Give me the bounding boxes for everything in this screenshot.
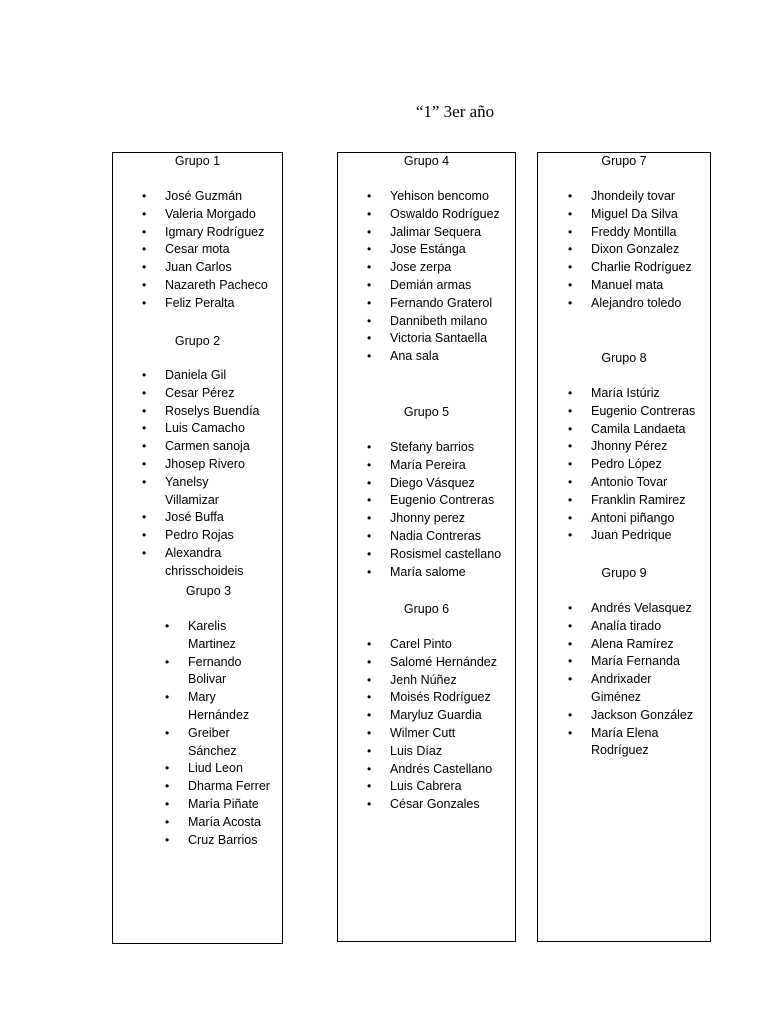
- member-item: • María Pereira: [390, 457, 515, 475]
- group-6: [338, 601, 515, 814]
- member-item: • Jose Estánga: [390, 241, 515, 259]
- member-item: • Jhonny Pérez: [591, 438, 710, 456]
- page-title: “1” 3er año: [415, 102, 495, 121]
- member-item: • Oswaldo Rodríguez: [390, 206, 515, 224]
- member-item: • Franklin Ramirez: [591, 492, 710, 510]
- member-item: • César Gonzales: [390, 796, 515, 814]
- member-item: • Eugenio Contreras: [390, 492, 515, 510]
- member-item: • María Piñate: [188, 796, 276, 814]
- member-item: • Andrés Velasquez: [591, 600, 699, 618]
- member-item: • Cesar mota: [165, 241, 282, 259]
- member-item: • Roselys Buendía: [165, 403, 265, 421]
- member-item: • Luis Cabrera: [390, 778, 515, 796]
- member-item: • Nazareth Pacheco: [165, 277, 282, 295]
- group-title: Grupo 6: [403, 602, 450, 616]
- member-item: • Maryluz Guardia: [390, 707, 515, 725]
- member-item: • Jose zerpa: [390, 259, 515, 277]
- member-item: • Ana sala: [390, 348, 515, 366]
- group-1: [113, 153, 282, 313]
- member-item: • Miguel Da Silva: [591, 206, 710, 224]
- member-item: • María Acosta: [188, 814, 276, 832]
- member-item: • Dharma Ferrer: [188, 778, 276, 796]
- member-item: • Greiber Sánchez: [188, 725, 276, 761]
- member-item: • Freddy Montilla: [591, 224, 710, 242]
- member-item: • Charlie Rodríguez: [591, 259, 710, 277]
- member-list: [165, 367, 265, 581]
- group-5: [338, 404, 515, 581]
- member-item: • María salome: [390, 564, 515, 582]
- member-item: • Victoria Santaella: [390, 330, 515, 348]
- group-title: Grupo 8: [601, 351, 647, 365]
- group-title: Grupo 2: [174, 334, 221, 348]
- member-item: • Alexandra chrisschoideis: [165, 545, 265, 581]
- member-item: • Eugenio Contreras: [591, 403, 710, 421]
- member-item: • Igmary Rodríguez: [165, 224, 282, 242]
- member-item: • Dixon Gonzalez: [591, 241, 710, 259]
- column-1: [112, 152, 283, 944]
- member-list: [390, 636, 515, 814]
- group-7: [538, 153, 710, 313]
- member-item: • Pedro López: [591, 456, 710, 474]
- group-title: Grupo 7: [601, 154, 647, 168]
- group-8: [538, 350, 710, 545]
- column-2: [337, 152, 516, 942]
- member-item: • Fernando Bolivar: [188, 654, 276, 690]
- member-item: • Cesar Pérez: [165, 385, 265, 403]
- member-list: [165, 188, 282, 313]
- member-item: • Salomé Hernández: [390, 654, 515, 672]
- member-item: • María Fernanda: [591, 653, 699, 671]
- member-item: • Rosismel castellano: [390, 546, 515, 564]
- member-item: • Jenh Núñez: [390, 672, 515, 690]
- member-item: • Manuel mata: [591, 277, 710, 295]
- member-item: • José Buffa: [165, 509, 265, 527]
- member-item: • Jhosep Rivero: [165, 456, 265, 474]
- member-item: • Wilmer Cutt: [390, 725, 515, 743]
- member-item: • Jhonny perez: [390, 510, 515, 528]
- member-list: [390, 188, 515, 366]
- member-item: • Karelis Martinez: [188, 618, 276, 654]
- member-item: • Yanelsy Villamizar: [165, 474, 265, 510]
- member-item: • Alena Ramírez: [591, 636, 699, 654]
- member-item: • Camila Landaeta: [591, 421, 710, 439]
- member-item: • Andrixader Giménez: [591, 671, 699, 707]
- member-item: • Analía tirado: [591, 618, 699, 636]
- column-3: [537, 152, 711, 942]
- member-list: [390, 439, 515, 581]
- group-title: Grupo 3: [185, 584, 232, 598]
- group-title: Grupo 1: [174, 154, 221, 168]
- member-item: • Jhondeily tovar: [591, 188, 710, 206]
- member-item: • María Istúriz: [591, 385, 710, 403]
- member-item: • Yehison bencomo: [390, 188, 515, 206]
- member-item: • Antonio Tovar: [591, 474, 710, 492]
- member-item: • Daniela Gil: [165, 367, 265, 385]
- member-item: • José Guzmán: [165, 188, 282, 206]
- member-item: • Valeria Morgado: [165, 206, 282, 224]
- member-item: • Antoni piñango: [591, 510, 710, 528]
- group-title: Grupo 4: [403, 154, 450, 168]
- member-item: • Jalimar Sequera: [390, 224, 515, 242]
- member-item: • Feliz Peralta: [165, 295, 282, 313]
- member-item: • Nadia Contreras: [390, 528, 515, 546]
- member-item: • María Elena Rodríguez: [591, 725, 699, 761]
- member-item: • Juan Carlos: [165, 259, 282, 277]
- member-item: • Carmen sanoja: [165, 438, 265, 456]
- group-2: [113, 333, 282, 581]
- member-item: • Andrés Castellano: [390, 761, 515, 779]
- member-item: • Dannibeth milano: [390, 313, 515, 331]
- member-item: • Liud Leon: [188, 760, 276, 778]
- member-item: • Diego Vásquez: [390, 475, 515, 493]
- member-list: [591, 188, 710, 313]
- group-9: [538, 565, 710, 760]
- member-item: • Luis Díaz: [390, 743, 515, 761]
- member-item: • Demián armas: [390, 277, 515, 295]
- member-item: • Pedro Rojas: [165, 527, 265, 545]
- member-item: • Luis Camacho: [165, 420, 265, 438]
- member-item: • Stefany barrios: [390, 439, 515, 457]
- member-item: • Jackson González: [591, 707, 699, 725]
- group-4: [338, 153, 515, 366]
- member-list: [188, 618, 276, 849]
- member-item: • Moisés Rodríguez: [390, 689, 515, 707]
- group-title: Grupo 5: [403, 405, 450, 419]
- group-3: [113, 583, 282, 849]
- member-item: • Cruz Barrios: [188, 832, 276, 850]
- group-title: Grupo 9: [601, 566, 647, 580]
- member-item: • Mary Hernández: [188, 689, 276, 725]
- member-item: • Carel Pinto: [390, 636, 515, 654]
- member-item: • Fernando Graterol: [390, 295, 515, 313]
- member-item: • Alejandro toledo: [591, 295, 710, 313]
- member-list: [591, 385, 710, 545]
- member-list: [591, 600, 699, 760]
- member-item: • Juan Pedrique: [591, 527, 710, 545]
